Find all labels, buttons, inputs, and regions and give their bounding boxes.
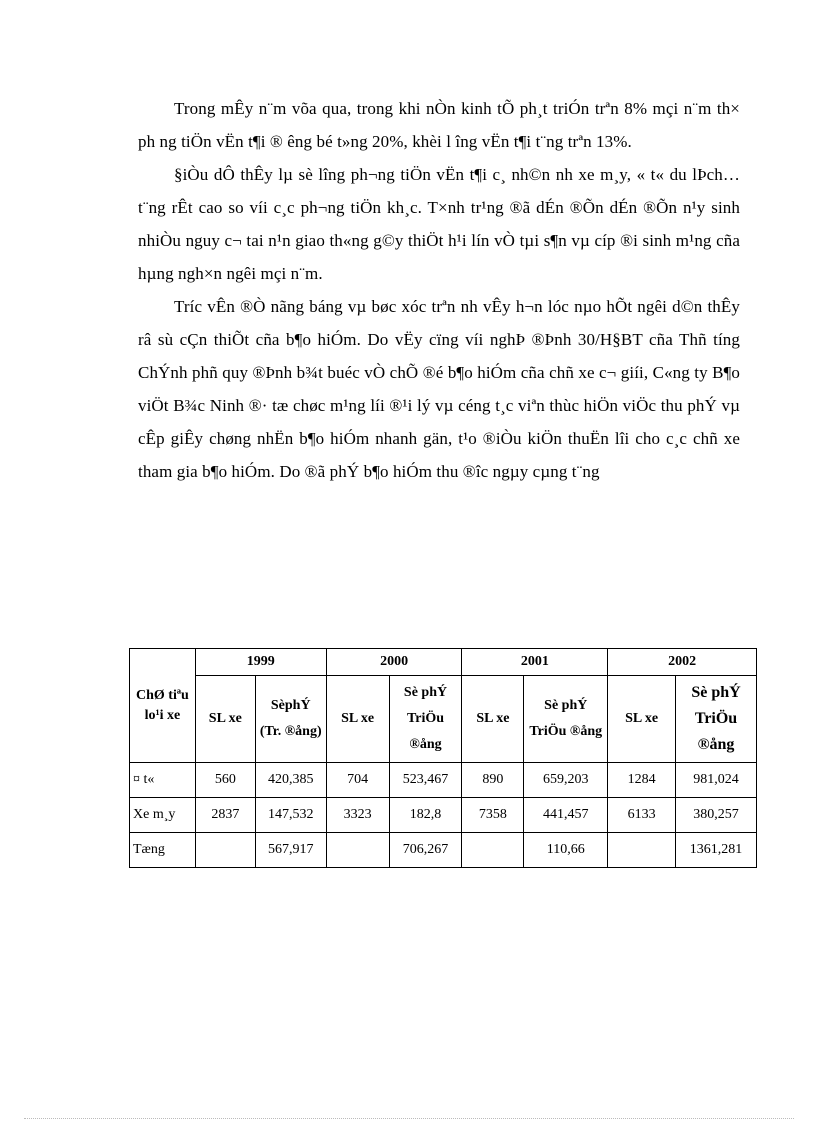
table-cell: 704 — [326, 763, 389, 798]
table-cell: 706,267 — [389, 833, 462, 868]
sub-header-sl: SL xe — [608, 676, 676, 763]
year-header-2000: 2000 — [326, 649, 462, 676]
paragraph-2: §iÒu dÔ thÊy lµ sè lîng ph¬ng tiÖn vËn t¶i c¸ nh©n nh xe m¸y, « t« du lÞch… t¨ng rÊt cao so víi c¸c ph¬ng tiÖn kh¸c. T×nh tr¹ng ®ã dÉn ®Õn dÉn ®Õn n¹y sinh nhiÒu nguy c¬ tai n¹n giao th«ng g©y thiÖt h¹i lín vÒ tµi s¶n vµ cíp ®i sinh m¹ng cña hµng ngh×n ngêi mçi n¨m. — [138, 165, 740, 283]
table-row — [130, 798, 757, 833]
table-row-total — [130, 833, 757, 868]
table-cell: 441,457 — [524, 798, 608, 833]
table-header-sub — [130, 676, 757, 763]
row-label: ¤ t« — [130, 763, 196, 798]
table-cell — [462, 833, 524, 868]
table-cell: 523,467 — [389, 763, 462, 798]
table-cell — [608, 833, 676, 868]
paragraph-3: Tríc vÊn ®Ò nãng báng vµ bøc xóc trªn nh vÊy h¬n lóc nµo hÕt ngêi d©n thÊy râ sù cÇn thiÕt cña b¶o hiÓm. Do vËy cïng víi nghÞ ®Þnh 30/H§BT cña Thñ tíng ChÝnh phñ quy ®Þnh b¾t buéc vÒ chÕ ®é b¶o hiÓm cña chñ xe c¬ giíi, C«ng ty B¶o viÖt B¾c Ninh ®· tæ chøc m¹ng líi ®¹i lý vµ céng t¸c viªn thùc hiÖn viÖc thu phÝ vµ cÊp giÊy chøng nhËn b¶o hiÓm nhanh gän, t¹o ®iÒu kiÖn thuËn lîi cho c¸c chñ xe tham gia b¶o hiÓm. Do ®ã phÝ b¶o hiÓm thu ®îc ngµy cµng t¨ng — [138, 297, 740, 481]
table-cell: 890 — [462, 763, 524, 798]
body-text — [138, 92, 740, 488]
table-cell: 560 — [195, 763, 255, 798]
table-cell: 147,532 — [255, 798, 326, 833]
sub-header-fee: Sè phÝ TriÖu ®ång — [389, 676, 462, 763]
sub-header-fee: Sè phÝ TriÖu ®ång — [676, 676, 757, 763]
table-cell — [195, 833, 255, 868]
sub-header-fee: SèphÝ (Tr. ®ång) — [255, 676, 326, 763]
table-cell: 1284 — [608, 763, 676, 798]
sub-header-sl: SL xe — [326, 676, 389, 763]
sub-header-fee: Sè phÝ TriÖu ®ång — [524, 676, 608, 763]
table-cell: 1361,281 — [676, 833, 757, 868]
table-cell — [326, 833, 389, 868]
row-label: Xe m¸y — [130, 798, 196, 833]
row-label: Tæng — [130, 833, 196, 868]
corner-header: ChØ tiªu lo¹i xe — [130, 649, 196, 763]
table-cell: 2837 — [195, 798, 255, 833]
table-cell: 6133 — [608, 798, 676, 833]
sub-header-sl: SL xe — [195, 676, 255, 763]
table-cell: 380,257 — [676, 798, 757, 833]
table-cell: 567,917 — [255, 833, 326, 868]
table-header-years — [130, 649, 757, 676]
table-cell: 7358 — [462, 798, 524, 833]
year-header-2002: 2002 — [608, 649, 757, 676]
sub-header-sl: SL xe — [462, 676, 524, 763]
paragraph-1: Trong mÊy n¨m võa qua, trong khi nÒn kinh tÕ ph¸t triÓn trªn 8% mçi n¨m th× ph ng tiÖn vËn t¶i ® êng bé t»ng 20%, khèi l îng vËn t¶i t¨ng trªn 13%. — [138, 99, 740, 151]
vehicle-insurance-table — [129, 648, 757, 868]
year-header-2001: 2001 — [462, 649, 608, 676]
table-cell: 981,024 — [676, 763, 757, 798]
table-cell: 3323 — [326, 798, 389, 833]
table-cell: 420,385 — [255, 763, 326, 798]
table-cell: 182,8 — [389, 798, 462, 833]
table-cell: 659,203 — [524, 763, 608, 798]
year-header-1999: 1999 — [195, 649, 326, 676]
page-bottom-divider — [24, 1118, 794, 1119]
table-cell: 110,66 — [524, 833, 608, 868]
table-row — [130, 763, 757, 798]
